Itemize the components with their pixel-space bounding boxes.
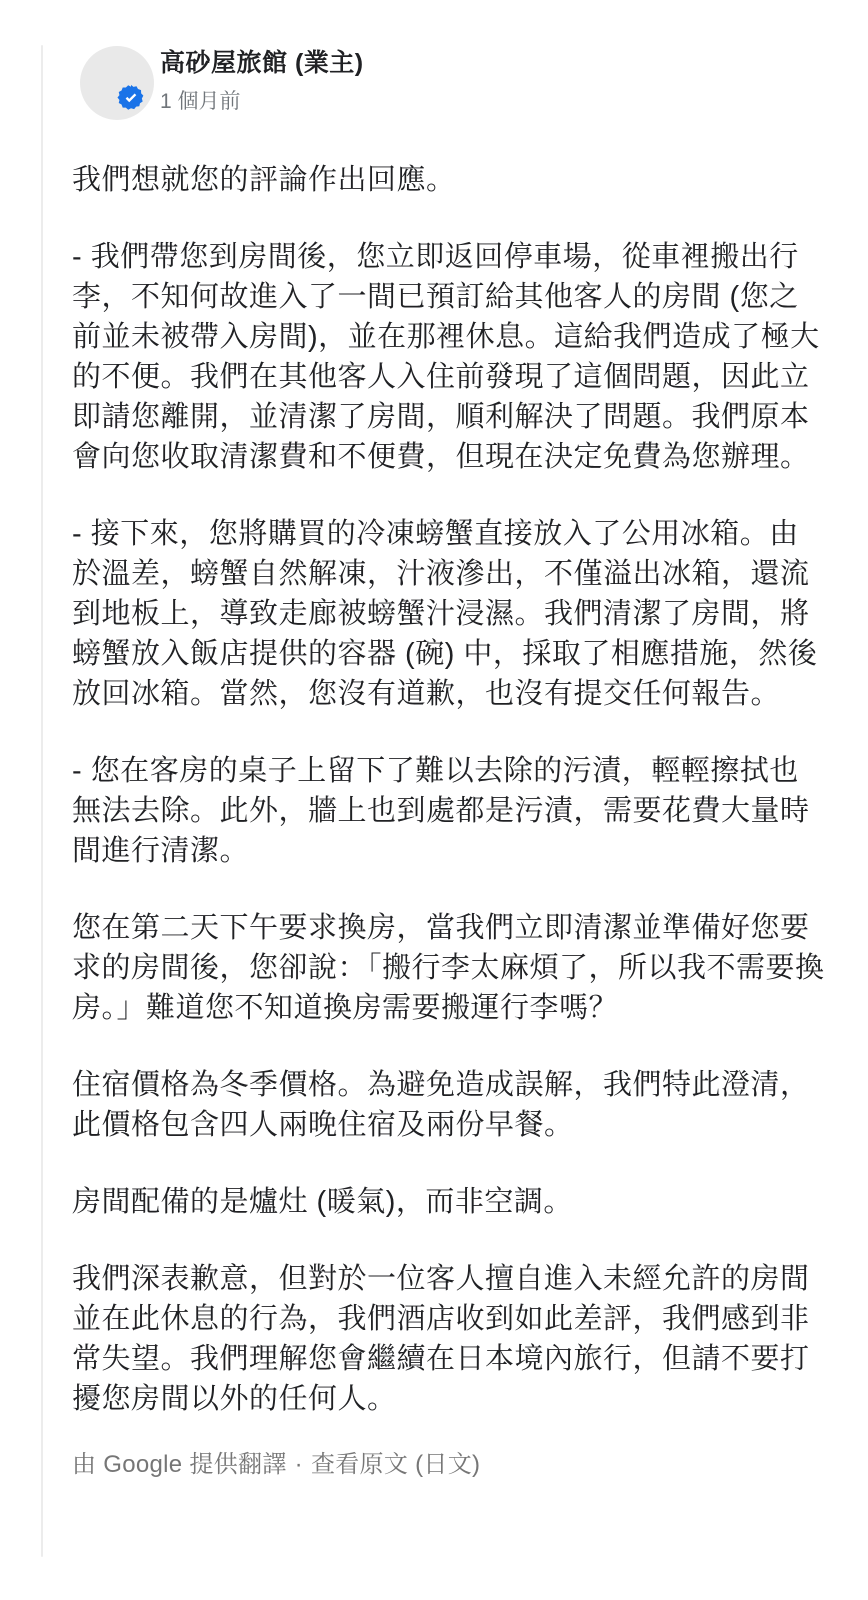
reply-paragraph-crab: - 接下來，您將購買的冷凍螃蟹直接放入了公用冰箱。由於溫差，螃蟹自然解凍，汁液滲出，不僅溢出冰箱，還流到地板上，導致走廊被螃蟹汁浸濕。我們清潔了房間，將螃蟹放入飯店提供的容器 (碗) 中，採取了相應措施，然後放回冰箱。當然，您沒有道歉，也沒有提交任何報告。: [72, 518, 818, 710]
reply-paragraph-room-entry: - 我們帶您到房間後，您立即返回停車場，從車裡搬出行李，不知何故進入了一間已預訂給其他客人的房間 (您之前並未被帶入房間)，並在那裡休息。這給我們造成了極大的不便。我們在其他客人入住前發現了這個問題，因此立即請您離開，並清潔了房間，順利解決了問題。我們原本會向您收取清潔費和不便費，但現在決定免費為您辦理。: [72, 241, 820, 473]
reply-content: [72, 44, 826, 1481]
reply-body: [72, 160, 826, 1419]
reply-timestamp: 1 個月前: [160, 90, 241, 113]
reply-paragraph-room-change: 您在第二天下午要求換房，當我們立即清潔並準備好您要求的房間後，您卻說：「搬行李太麻煩了，所以我不需要換房。」難道您不知道換房需要搬運行李嗎？: [72, 912, 825, 1024]
reply-paragraph-closing: 我們深表歉意，但對於一位客人擅自進入未經允許的房間並在此休息的行為，我們酒店收到如此差評，我們感到非常失望。我們理解您會繼續在日本境內旅行，但請不要打擾您房間以外的任何人。: [72, 1263, 810, 1415]
reply-header: [72, 44, 826, 122]
author-name[interactable]: 高砂屋旅館 (業主): [160, 49, 364, 77]
translation-attribution: 由 Google 提供翻譯: [72, 1451, 287, 1478]
reply-paragraph-intro: 我們想就您的評論作出回應。: [72, 164, 456, 196]
verified-owner-badge-icon: [117, 84, 145, 112]
translation-footer: [72, 1449, 826, 1481]
see-original-link[interactable]: 查看原文 (日文): [310, 1451, 481, 1478]
reply-paragraph-stains: - 您在客房的桌子上留下了難以去除的污漬，輕輕擦拭也無法去除。此外，牆上也到處都是污漬，需要花費大量時間進行清潔。: [72, 755, 810, 867]
separator-dot: ·: [294, 1451, 303, 1478]
reply-paragraph-heater: 房間配備的是爐灶 (暖氣)，而非空調。: [72, 1186, 573, 1218]
reply-paragraph-price: 住宿價格為冬季價格。為避免造成誤解，我們特此澄清，此價格包含四人兩晚住宿及兩份早餐。: [72, 1069, 810, 1141]
reply-header-text: [160, 44, 826, 116]
thread-indicator-line: [41, 45, 43, 1557]
